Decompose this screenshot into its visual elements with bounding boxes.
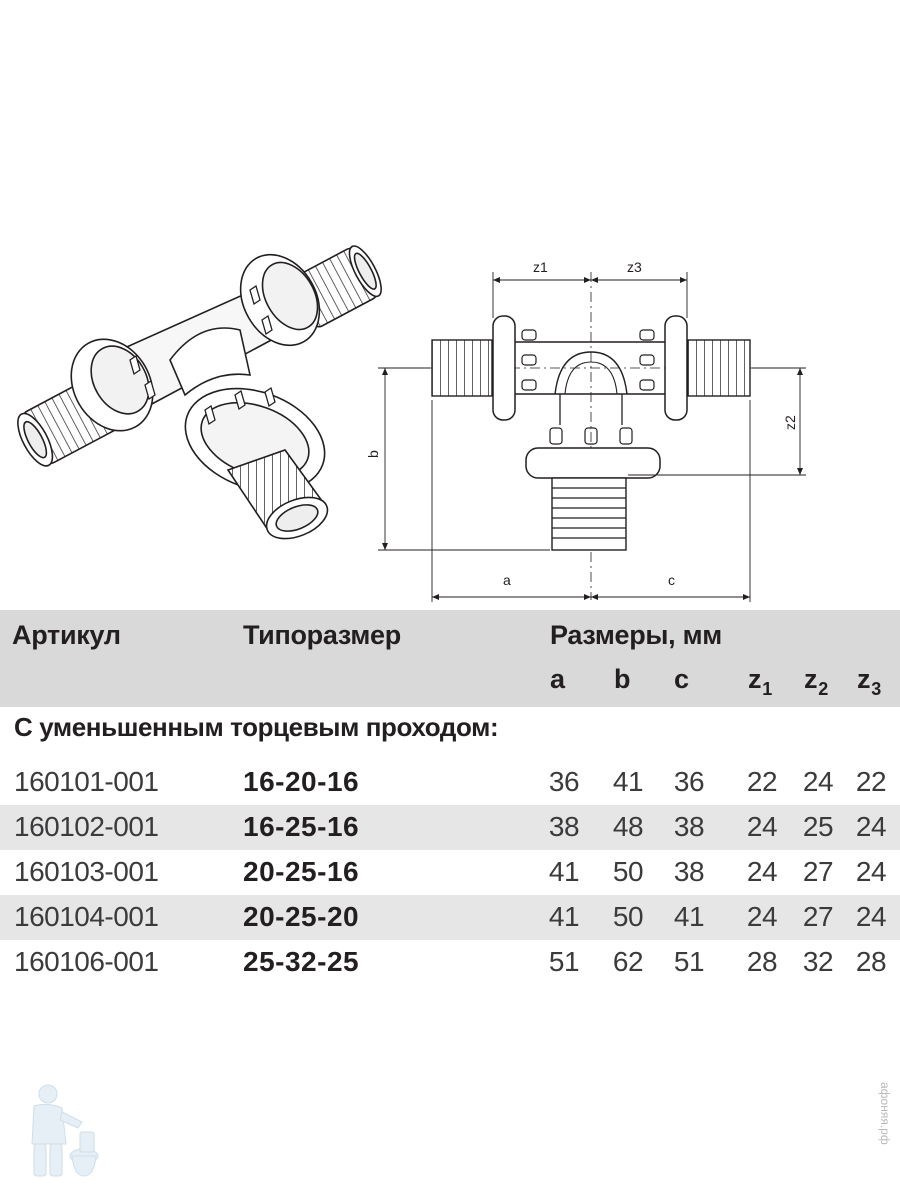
header-size: Типоразмер [243, 620, 401, 650]
cell-b: 48 [612, 811, 644, 842]
cell-z3: 22 [855, 766, 887, 797]
cell-a: 51 [548, 946, 580, 977]
dim-label-z1: z1 [533, 259, 548, 275]
cell-z2: 24 [802, 766, 834, 797]
cell-article: 160104-001 [14, 901, 159, 932]
table-header [0, 610, 900, 707]
cell-z1: 24 [746, 901, 778, 932]
header-article: Артикул [12, 620, 121, 650]
cell-b: 41 [612, 766, 644, 797]
cell-size: 16-25-16 [243, 811, 360, 842]
cell-b: 62 [612, 946, 644, 977]
cell-z2: 32 [802, 946, 834, 977]
dim-label-z3: z3 [627, 259, 642, 275]
cell-c: 51 [673, 946, 705, 977]
cell-a: 41 [548, 901, 580, 932]
section-title: С уменьшенным торцевым проходом: [14, 712, 499, 742]
cell-z3: 24 [855, 811, 887, 842]
cell-z3: 24 [855, 901, 887, 932]
plumber-logo-watermark [20, 1082, 100, 1182]
header-col-z2: $z_2$ [804, 664, 828, 699]
cell-article: 160101-001 [14, 766, 159, 797]
cell-size: 25-32-25 [243, 946, 360, 977]
watermark-text: афоняя.рф [878, 1082, 892, 1145]
table-row [0, 895, 900, 940]
cell-article: 160102-001 [14, 811, 159, 842]
cell-a: 41 [548, 856, 580, 887]
cell-size: 20-25-20 [243, 901, 360, 932]
dim-label-z2: z2 [782, 415, 798, 430]
table-row [0, 760, 900, 805]
cell-a: 38 [548, 811, 580, 842]
cell-z1: 28 [746, 946, 778, 977]
cell-b: 50 [612, 901, 644, 932]
cell-b: 50 [612, 856, 644, 887]
cell-article: 160106-001 [14, 946, 159, 977]
dim-label-c: c [668, 572, 675, 588]
cell-z1: 24 [746, 856, 778, 887]
header-col-c: c [674, 664, 689, 694]
tee-technical-drawing [378, 272, 806, 602]
header-col-b: b [614, 664, 631, 694]
cell-z2: 27 [802, 901, 834, 932]
cell-z3: 24 [855, 856, 887, 887]
cell-article: 160103-001 [14, 856, 159, 887]
header-col-z1: $z_1$ [748, 664, 772, 699]
cell-z1: 22 [746, 766, 778, 797]
cell-z2: 27 [802, 856, 834, 887]
cell-c: 38 [673, 811, 705, 842]
dim-label-b: b [365, 450, 381, 458]
tee-3d-illustration [11, 240, 387, 546]
header-dimensions: Размеры, мм [550, 620, 722, 650]
header-col-a: a [550, 664, 565, 694]
table-row [0, 805, 900, 850]
cell-c: 36 [673, 766, 705, 797]
cell-c: 38 [673, 856, 705, 887]
cell-size: 16-20-16 [243, 766, 360, 797]
cell-c: 41 [673, 901, 705, 932]
header-col-z3: $z_3$ [857, 664, 881, 699]
table-row [0, 940, 900, 985]
cell-z3: 28 [855, 946, 887, 977]
cell-z2: 25 [802, 811, 834, 842]
cell-z1: 24 [746, 811, 778, 842]
cell-size: 20-25-16 [243, 856, 360, 887]
dim-label-a: a [503, 572, 511, 588]
cell-a: 36 [548, 766, 580, 797]
table-row [0, 850, 900, 895]
